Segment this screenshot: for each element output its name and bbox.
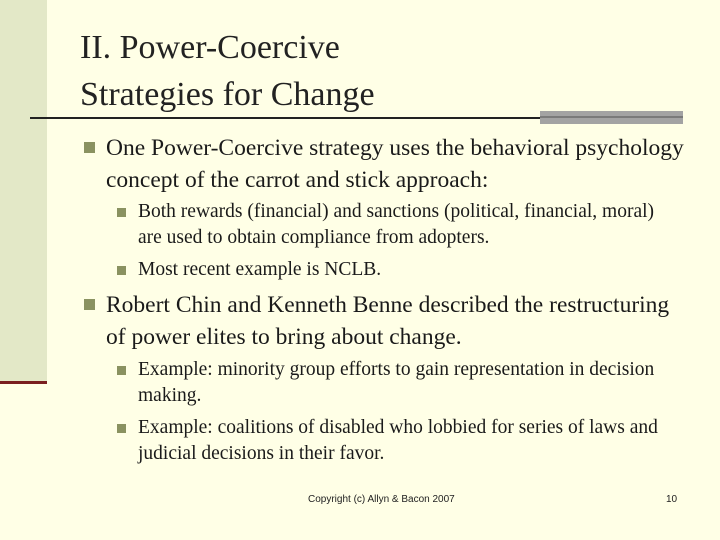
bullet-square-icon [84, 142, 95, 153]
bullet-1-sub-2: Most recent example is NCLB. [138, 259, 382, 280]
bullet-2-sub-1: Example: minority group efforts to gain representation in decision making. [138, 359, 655, 406]
sub-bullet-square-icon [117, 208, 126, 217]
bullet-1: One Power-Coercive strategy uses the behavioral psychology concept of the carrot and stick approach: [106, 135, 684, 193]
title-accent-line [540, 116, 683, 118]
bullet-2-sub-2: Example: coalitions of disabled who lobbied for series of laws and judicial decisions in their favor. [138, 417, 658, 464]
bullet-square-icon [84, 299, 95, 310]
title-underline [30, 117, 540, 119]
sub-bullet-square-icon [117, 424, 126, 433]
bullet-2: Robert Chin and Kenneth Benne described the restructuring of power elites to bring about change. [106, 292, 670, 350]
sub-bullet-square-icon [117, 366, 126, 375]
footer-copyright: Copyright (c) Allyn & Bacon 2007 [308, 494, 455, 505]
sub-bullet-square-icon [117, 266, 126, 275]
bullet-1-sub-1: Both rewards (financial) and sanctions (political, financial, moral) are used to obtain compliance from adopters. [138, 201, 655, 248]
slide-title [80, 24, 375, 118]
left-band-rule [0, 381, 47, 384]
title-line-1: II. Power-Coercive [80, 29, 340, 66]
footer-page-number: 10 [666, 494, 678, 505]
left-decorative-band [0, 0, 47, 383]
title-line-2: Strategies for Change [80, 76, 375, 113]
